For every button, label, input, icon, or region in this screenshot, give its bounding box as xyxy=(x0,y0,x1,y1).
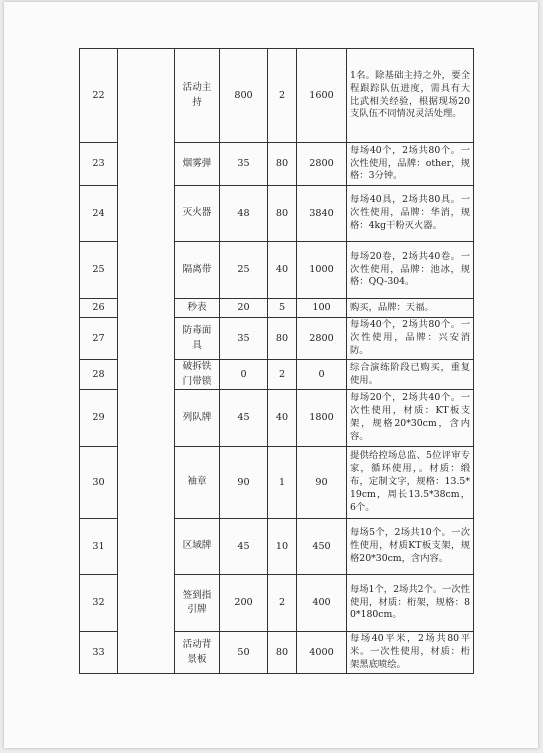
total-amount: 2800 xyxy=(297,143,347,186)
quantity: 80 xyxy=(268,318,297,360)
item-name: 袖章 xyxy=(175,447,220,519)
quantity: 2 xyxy=(268,575,297,632)
row-number: 27 xyxy=(80,318,118,360)
unit-price: 800 xyxy=(220,49,268,143)
item-name: 列队牌 xyxy=(175,390,220,447)
quantity: 1 xyxy=(268,447,297,519)
item-name: 区域牌 xyxy=(175,519,220,575)
unit-price: 35 xyxy=(220,143,268,186)
item-name: 破拆铁门带锁 xyxy=(175,360,220,390)
quantity: 2 xyxy=(268,49,297,143)
remark: 综合演练阶段已购买，重复使用。 xyxy=(347,360,474,390)
remark: 每场20个，2场共40个。一次性使用，材质：KT板支架，规格20*30cm，含内容。 xyxy=(347,390,474,447)
unit-price: 45 xyxy=(220,519,268,575)
remark: 每场5个，2场共10个。一次性使用，材质KT板支架，规格20*30cm，含内容。 xyxy=(347,519,474,575)
quantity: 80 xyxy=(268,186,297,242)
merged-category-cell xyxy=(118,49,175,674)
document-page xyxy=(4,2,538,748)
unit-price: 20 xyxy=(220,299,268,318)
row-number: 31 xyxy=(80,519,118,575)
quantity: 2 xyxy=(268,360,297,390)
total-amount: 1800 xyxy=(297,390,347,447)
item-name: 防毒面具 xyxy=(175,318,220,360)
remark: 每场40个，2场共80个。一次性使用，品牌：兴安消防。 xyxy=(347,318,474,360)
item-name: 秒表 xyxy=(175,299,220,318)
table-row xyxy=(80,49,474,143)
total-amount: 2800 xyxy=(297,318,347,360)
quantity: 40 xyxy=(268,390,297,447)
remark: 每场40平米，2场共80平米。一次性使用，材质：桁架黑底喷绘。 xyxy=(347,632,474,674)
item-name: 签到指引牌 xyxy=(175,575,220,632)
total-amount: 4000 xyxy=(297,632,347,674)
unit-price: 90 xyxy=(220,447,268,519)
total-amount: 3840 xyxy=(297,186,347,242)
row-number: 25 xyxy=(80,242,118,299)
row-number: 32 xyxy=(80,575,118,632)
row-number: 28 xyxy=(80,360,118,390)
remark: 每场1个，2场共2个。一次性使用，材质：桁架，规格：80*180cm。 xyxy=(347,575,474,632)
unit-price: 45 xyxy=(220,390,268,447)
remark: 每场40个，2场共80个。一次性使用，品牌：other，规格：3分钟。 xyxy=(347,143,474,186)
item-name: 灭火器 xyxy=(175,186,220,242)
unit-price: 200 xyxy=(220,575,268,632)
unit-price: 25 xyxy=(220,242,268,299)
item-name: 烟雾弹 xyxy=(175,143,220,186)
quantity: 10 xyxy=(268,519,297,575)
remark: 提供给控场总监、5位评审专家，循环使用，。材质：缎布，定制文字，规格：13.5*19cm，周长13.5*38cm，6个。 xyxy=(347,447,474,519)
unit-price: 48 xyxy=(220,186,268,242)
row-number: 22 xyxy=(80,49,118,143)
total-amount: 400 xyxy=(297,575,347,632)
remark: 购买，品牌：天福。 xyxy=(347,299,474,318)
quantity: 80 xyxy=(268,143,297,186)
unit-price: 0 xyxy=(220,360,268,390)
quantity: 5 xyxy=(268,299,297,318)
total-amount: 1600 xyxy=(297,49,347,143)
total-amount: 100 xyxy=(297,299,347,318)
row-number: 23 xyxy=(80,143,118,186)
total-amount: 90 xyxy=(297,447,347,519)
quantity: 40 xyxy=(268,242,297,299)
remark: 每场20卷，2场共40卷。一次性使用，品牌：池冰，规格：QQ-304。 xyxy=(347,242,474,299)
row-number: 24 xyxy=(80,186,118,242)
total-amount: 1000 xyxy=(297,242,347,299)
budget-table xyxy=(79,48,474,674)
item-name: 活动主持 xyxy=(175,49,220,143)
row-number: 29 xyxy=(80,390,118,447)
total-amount: 450 xyxy=(297,519,347,575)
total-amount: 0 xyxy=(297,360,347,390)
remark: 每场40具，2场共80具。一次性使用，品牌：华消，规格：4kg干粉灭火器。 xyxy=(347,186,474,242)
row-number: 30 xyxy=(80,447,118,519)
quantity: 80 xyxy=(268,632,297,674)
item-name: 隔离带 xyxy=(175,242,220,299)
remark: 1名。除基础主持之外，要全程跟踪队伍进度，需具有大比武相关经验，根据现场20支队伍不同情况灵活处理。 xyxy=(347,49,474,143)
row-number: 26 xyxy=(80,299,118,318)
item-name: 活动背景板 xyxy=(175,632,220,674)
unit-price: 35 xyxy=(220,318,268,360)
row-number: 33 xyxy=(80,632,118,674)
unit-price: 50 xyxy=(220,632,268,674)
